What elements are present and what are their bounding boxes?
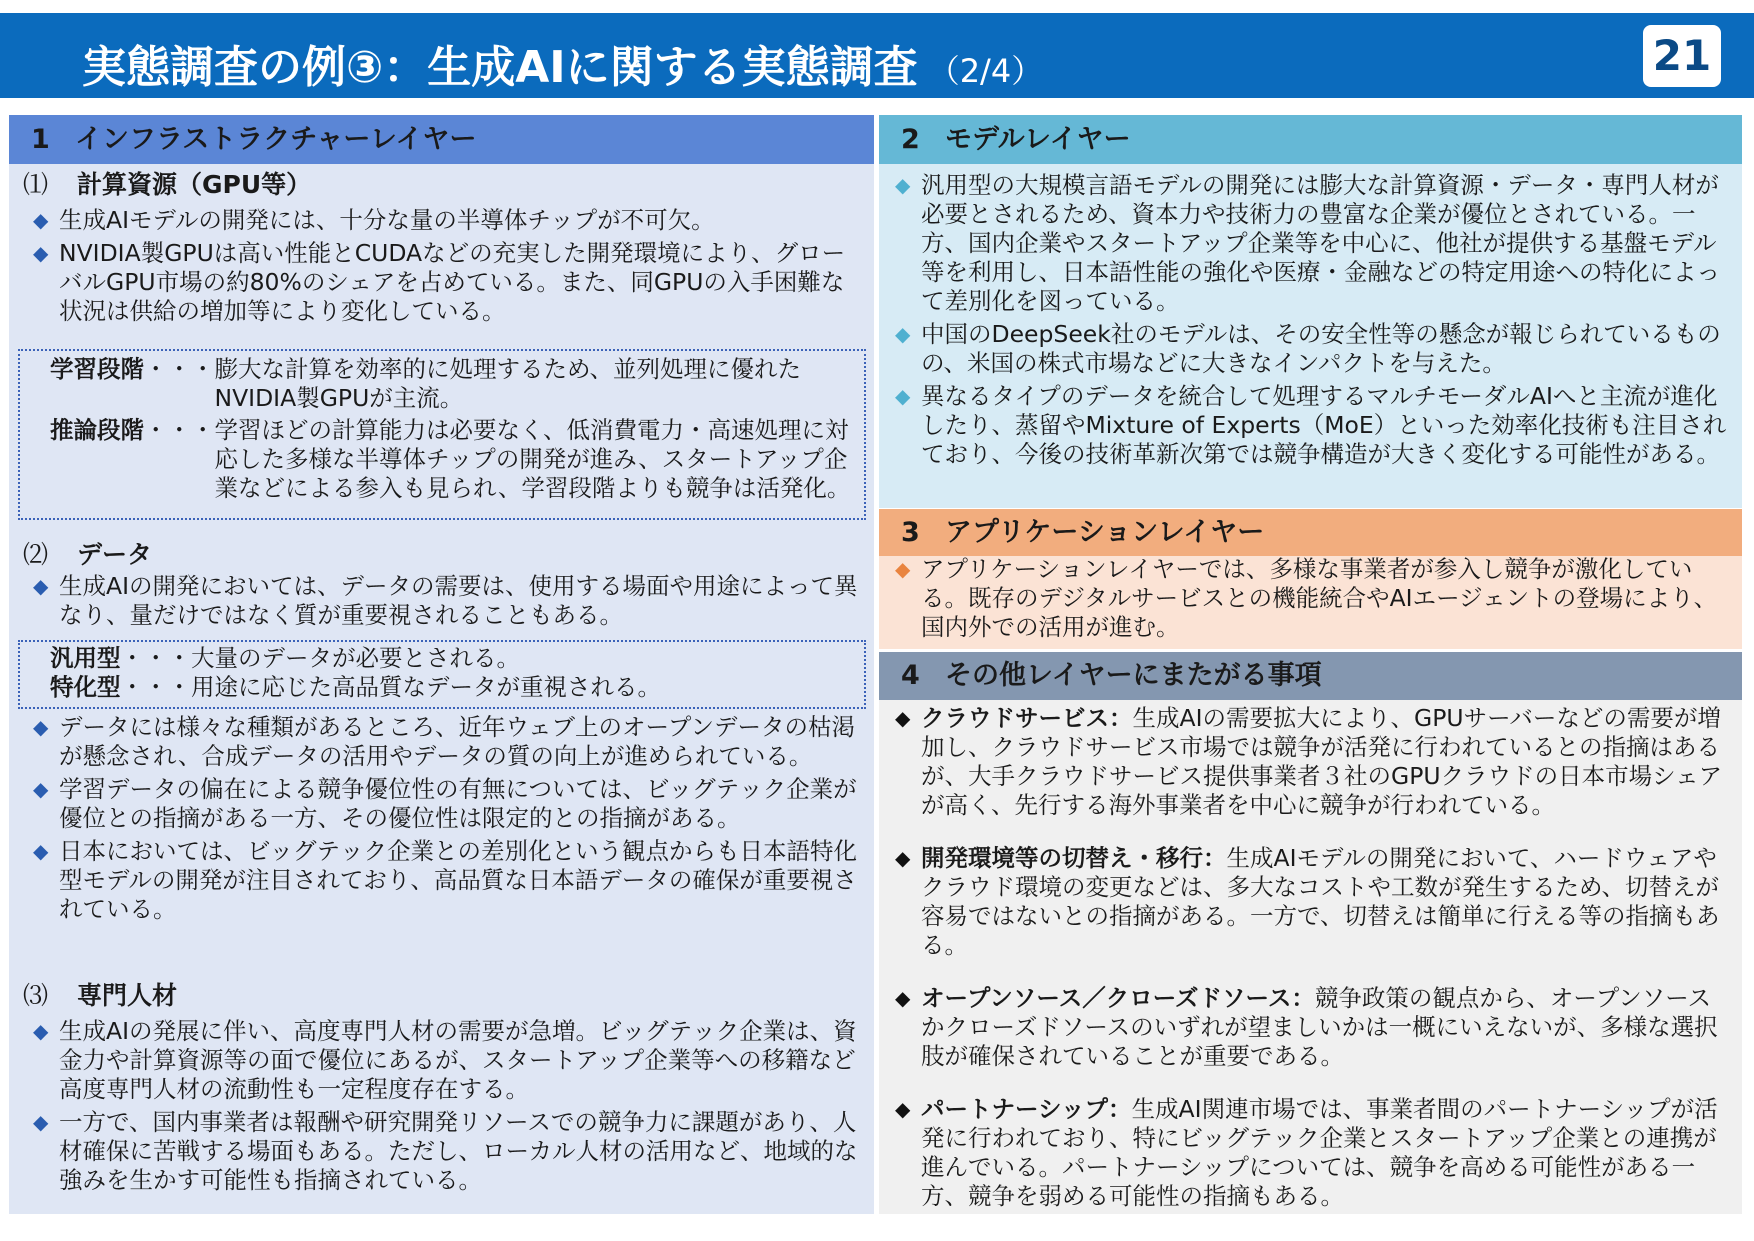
- bullet-list: [27, 1017, 867, 1199]
- diamond-bullet-icon: ◆: [33, 208, 49, 232]
- page-number: 21: [1643, 25, 1721, 87]
- diamond-bullet-icon: ◆: [33, 241, 49, 265]
- bullet-list: [889, 171, 1727, 473]
- note-text: 膨大な計算を効率的に処理するため、並列処理に優れたNVIDIA製GPUが主流。: [214, 355, 802, 412]
- subsection-heading: [23, 540, 152, 570]
- diamond-bullet-icon: ◆: [895, 557, 911, 581]
- item-text: 生成AIモデルの開発において、ハードウェアやクラウド環境の変更などは、多大なコストや工数が発生するため、切替えが容易ではないとの指摘がある。一方で、切替えは簡単に行える等の指摘もある。: [921, 844, 1720, 959]
- bullet-text: 一方で、国内事業者は報酬や研究開発リソースでの競争力に課題があり、人材確保に苦戦する場面もある。ただし、ローカル人材の活用など、地域的な強みを生かす可能性も指摘されている。: [59, 1108, 858, 1194]
- section-number: 2: [901, 124, 920, 155]
- diamond-bullet-icon: ◆: [33, 1110, 49, 1134]
- list-item: [889, 555, 1727, 642]
- diamond-bullet-icon: ◆: [33, 715, 49, 739]
- dotted-note-box: [18, 640, 866, 709]
- cross-layer-panel: [879, 652, 1742, 1214]
- list-item: [889, 704, 1734, 820]
- bullet-text: データには様々な種類があるところ、近年ウェブ上のオープンデータの枯渇が懸念され、合成データの活用やデータの質の向上が進められている。: [59, 713, 855, 770]
- section-title: インフラストラクチャーレイヤー: [75, 124, 477, 155]
- subsection-title: 専門人材: [77, 981, 178, 1010]
- bullet-text: 中国のDeepSeek社のモデルは、その安全性等の懸念が報じられているものの、米国の株式市場などに大きなインパクトを与えた。: [921, 320, 1721, 377]
- item-text: 生成AI関連市場では、事業者間のパートナーシップが活発に行われており、特にビッグテック企業とスタートアップ企業との連携が進んでいる。パートナーシップについては、競争を高める可能性がある一方、競争を弱める可能性の指摘もある。: [921, 1095, 1718, 1210]
- note-text: 用途に応じた高品質なデータが重視される。: [191, 673, 661, 701]
- title-text: 実態調査の例③：生成AIに関する実態調査: [82, 42, 918, 93]
- bullet-list: [889, 555, 1727, 646]
- diamond-bullet-icon: ◆: [895, 384, 911, 408]
- diamond-bullet-icon: ◆: [895, 846, 911, 870]
- item-text: 競争政策の観点から、オープンソースかクローズドソースのいずれが望ましいかは一概にいえないが、多様な選択肢が確保されていることが重要である。: [921, 984, 1718, 1070]
- bullet-text: NVIDIA製GPUは高い性能とCUDAなどの充実した開発環境により、グローバルGPU市場の約80%のシェアを占めている。また、同GPUの入手困難な状況は供給の増加等により変化している。: [59, 239, 846, 325]
- page-title: [82, 31, 1043, 95]
- list-item: [27, 1017, 867, 1104]
- model-layer-panel: [879, 115, 1742, 508]
- infrastructure-layer-panel: [9, 115, 874, 1214]
- bullet-text: 異なるタイプのデータを統合して処理するマルチモーダルAIへと主流が進化したり、蒸留やMixture of Experts（MoE）といった効率化技術も注目されており、今後の技術革新次第では競争構造が大きく変化する可能性がある。: [921, 382, 1727, 468]
- diamond-bullet-icon: ◆: [895, 1097, 911, 1121]
- list-item: [27, 206, 863, 235]
- diamond-bullet-icon: ◆: [895, 173, 911, 197]
- list-item: [889, 1095, 1734, 1211]
- title-bar: [0, 13, 1754, 98]
- diamond-bullet-icon: ◆: [33, 574, 49, 598]
- list-item: [889, 844, 1734, 960]
- page-fraction: （2/4）: [927, 52, 1044, 90]
- note-text: 大量のデータが必要とされる。: [191, 644, 520, 672]
- subsection-number: ⑵: [23, 540, 49, 569]
- bullet-text: 汎用型の大規模言語モデルの開発には膨大な計算資源・データ・専門人材が必要とされるため、資本力や技術力の豊富な企業が優位とされている。一方、国内企業やスタートアップ企業等を中心に、他社が提供する基盤モデル等を利用し、日本語性能の強化や医療・金融などの特定用途への特化によって差別化を図っている。: [921, 171, 1720, 315]
- diamond-bullet-icon: ◆: [33, 777, 49, 801]
- section-title: モデルレイヤー: [945, 124, 1131, 155]
- item-key: クラウドサービス：: [921, 704, 1133, 732]
- subsection-title: データ: [77, 540, 153, 569]
- subsection-number: ⑴: [23, 170, 49, 199]
- bullet-list: [27, 572, 863, 634]
- subsection-number: ⑶: [23, 981, 49, 1010]
- item-key: 開発環境等の切替え・移行：: [921, 844, 1227, 872]
- bullet-list: [889, 704, 1734, 1235]
- item-key: オープンソース／クローズドソース：: [921, 984, 1315, 1012]
- section-number: 4: [901, 660, 920, 691]
- note-separator: ・・・: [144, 355, 215, 383]
- section-header: [879, 509, 1742, 556]
- bullet-list: [27, 206, 863, 330]
- list-item: [889, 382, 1727, 469]
- section-header: [879, 115, 1742, 164]
- section-title: その他レイヤーにまたがる事項: [945, 660, 1322, 691]
- note-key: 特化型: [50, 673, 121, 701]
- list-item: [27, 572, 863, 630]
- section-title: アプリケーションレイヤー: [945, 517, 1265, 548]
- diamond-bullet-icon: ◆: [895, 986, 911, 1010]
- note-separator: ・・・: [144, 416, 215, 444]
- list-item: [889, 320, 1727, 378]
- note-row: [50, 644, 864, 673]
- note-text: 学習ほどの計算能力は必要なく、低消費電力・高速処理に対応した多様な半導体チップの開発が進み、スタートアップ企業などによる参入も見られ、学習段階よりも競争は活発化。: [214, 416, 851, 502]
- bullet-text: 学習データの偏在による競争優位性の有無については、ビッグテック企業が優位との指摘がある一方、その優位性は限定的との指摘がある。: [59, 775, 857, 832]
- note-key: 汎用型: [50, 644, 121, 672]
- bullet-text: 生成AIの開発においては、データの需要は、使用する場面や用途によって異なり、量だけではなく質が重要視されることもある。: [59, 572, 858, 629]
- note-row: [50, 355, 864, 413]
- diamond-bullet-icon: ◆: [895, 322, 911, 346]
- bullet-text: 生成AIモデルの開発には、十分な量の半導体チップが不可欠。: [59, 206, 715, 234]
- note-separator: ・・・: [120, 644, 191, 672]
- subsection-heading: [23, 981, 177, 1011]
- diamond-bullet-icon: ◆: [33, 839, 49, 863]
- list-item: [27, 239, 863, 326]
- subsection-heading: [23, 170, 311, 200]
- dotted-note-box: [18, 349, 866, 520]
- bullet-text: 日本においては、ビッグテック企業との差別化という観点からも日本語特化型モデルの開発が注目されており、高品質な日本語データの確保が重要視されている。: [59, 837, 858, 923]
- diamond-bullet-icon: ◆: [895, 706, 911, 730]
- list-item: [889, 171, 1727, 316]
- list-item: [27, 775, 863, 833]
- bullet-list: [27, 713, 863, 928]
- section-header: [9, 115, 874, 164]
- list-item: [27, 1108, 867, 1195]
- section-number: 1: [31, 124, 50, 155]
- item-text: 生成AIの需要拡大により、GPUサーバーなどの需要が増加し、クラウドサービス市場では競争が活発に行われているとの指摘はあるが、大手クラウドサービス提供事業者３社のGPUクラウドの日本市場シェアが高く、先行する海外事業者を中心に競争が行われている。: [921, 704, 1723, 819]
- note-key: 推論段階: [50, 416, 144, 444]
- item-key: パートナーシップ：: [921, 1095, 1132, 1123]
- list-item: [27, 713, 863, 771]
- section-number: 3: [901, 517, 920, 548]
- bullet-text: 生成AIの発展に伴い、高度専門人材の需要が急増。ビッグテック企業は、資金力や計算資源等の面で優位にあるが、スタートアップ企業等への移籍など高度専門人材の流動性も一定程度存在する。: [59, 1017, 857, 1103]
- bullet-text: アプリケーションレイヤーでは、多様な事業者が参入し競争が激化している。既存のデジタルサービスとの機能統合やAIエージェントの登場により、国内外での活用が進む。: [921, 555, 1718, 641]
- note-row: [50, 673, 864, 702]
- note-key: 学習段階: [50, 355, 144, 383]
- note-row: [50, 416, 864, 503]
- note-separator: ・・・: [120, 673, 191, 701]
- list-item: [27, 837, 863, 924]
- section-header: [879, 652, 1742, 700]
- application-layer-panel: [879, 509, 1742, 649]
- diamond-bullet-icon: ◆: [33, 1019, 49, 1043]
- list-item: [889, 984, 1734, 1071]
- subsection-title: 計算資源（GPU等）: [77, 170, 312, 199]
